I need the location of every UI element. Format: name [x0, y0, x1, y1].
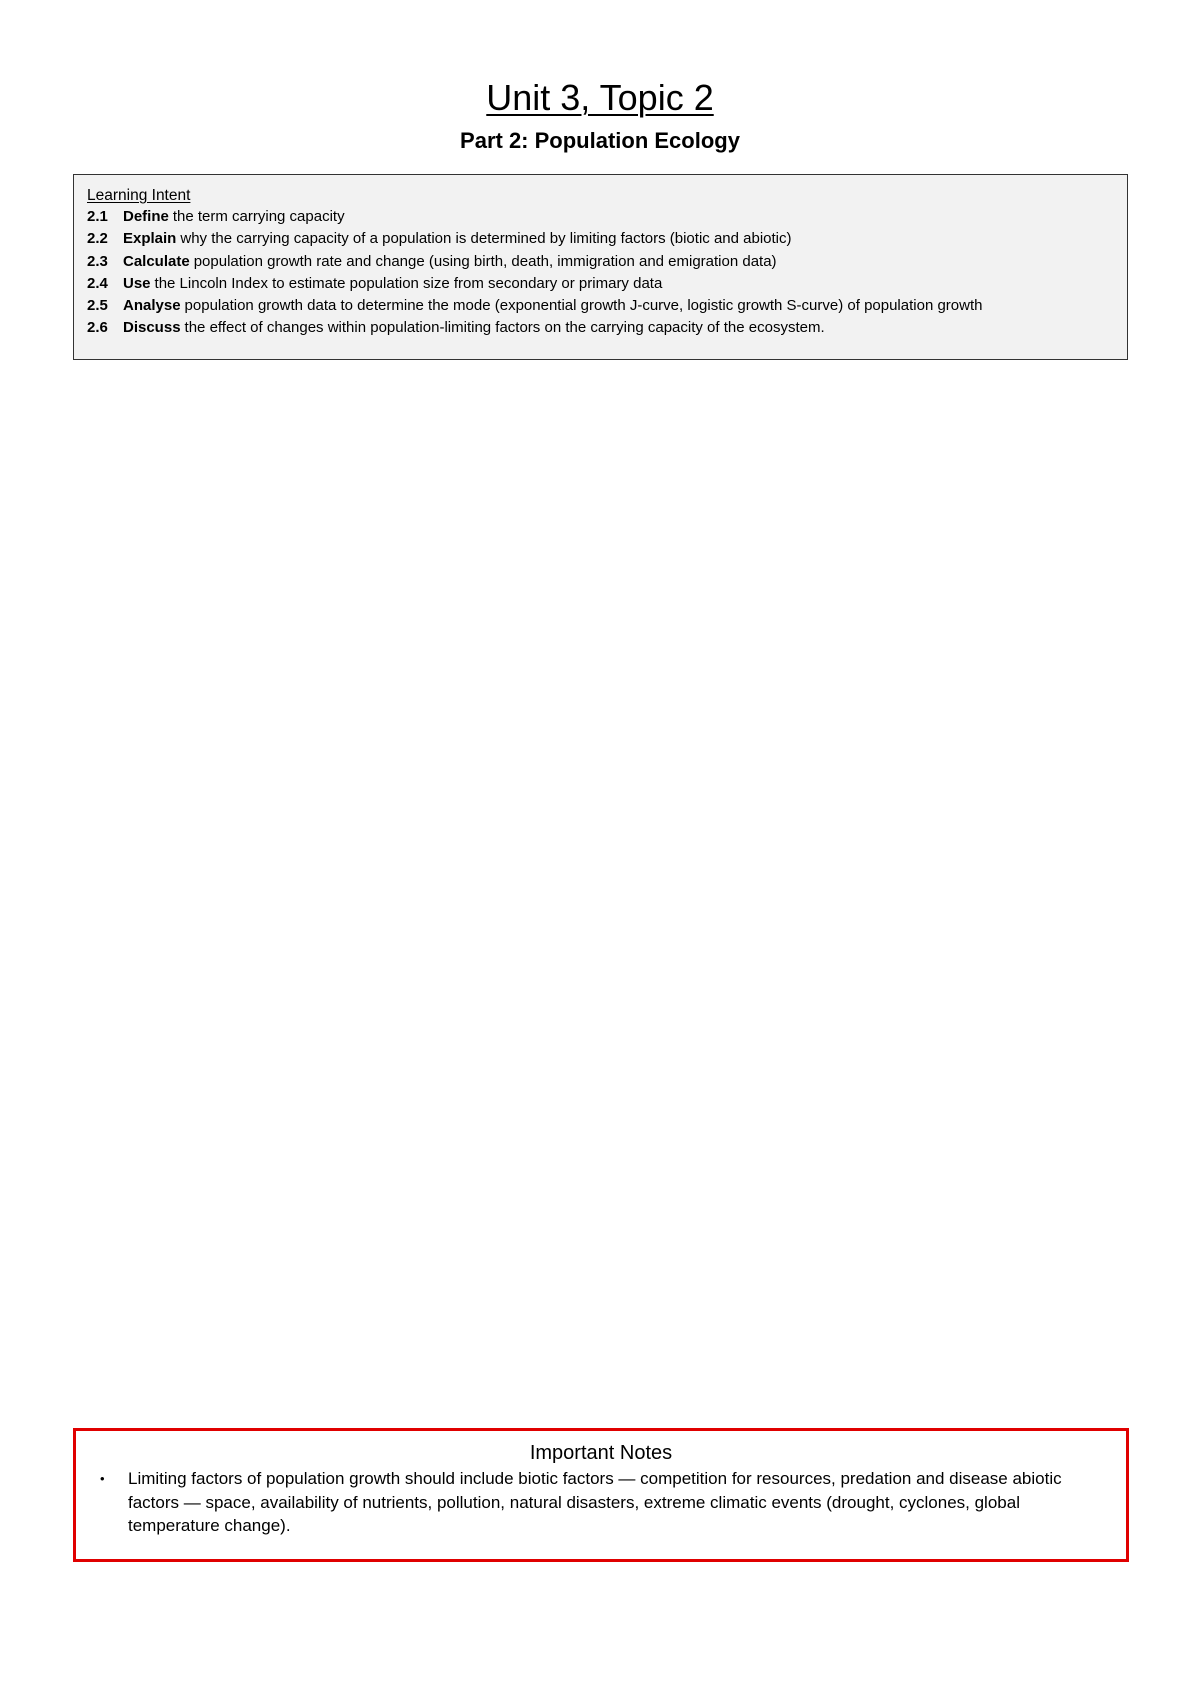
intent-verb: Discuss: [123, 319, 181, 337]
intent-verb: Explain: [123, 230, 177, 248]
intent-text: why the carrying capacity of a population is determined by limiting factors (biotic and abiotic): [180, 230, 792, 248]
important-notes-item: [90, 1467, 1112, 1538]
intent-number: 2.6: [87, 319, 108, 337]
important-notes-list: [90, 1467, 1112, 1538]
intent-verb: Analyse: [123, 297, 181, 315]
intent-text: the effect of changes within population-limiting factors on the carrying capacity of the ecosystem.: [184, 319, 825, 337]
important-notes-box: [73, 1428, 1129, 1562]
page-subtitle: Part 2: Population Ecology: [460, 128, 740, 153]
learning-intent-list: [87, 206, 1114, 340]
intent-text: population growth data to determine the mode (exponential growth J-curve, logistic growth S-curve) of population growth: [184, 297, 983, 315]
intent-number: 2.1: [87, 208, 108, 225]
learning-intent-item: [87, 273, 1114, 295]
intent-text: the term carrying capacity: [172, 208, 345, 225]
important-notes-text: Limiting factors of population growth should include biotic factors — competition for resources, predation and disease abiotic factors — space, availability of nutrients, pollution, natural disasters, extreme climatic events (drought, cyclones, global temperature change).: [128, 1469, 1062, 1535]
intent-verb: Use: [123, 274, 151, 292]
learning-intent-item: [87, 317, 1114, 339]
intent-verb: Calculate: [123, 252, 190, 270]
bullet-icon: •: [100, 1471, 105, 1486]
intent-text: population growth rate and change (using birth, death, immigration and emigration data): [193, 252, 777, 270]
intent-number: 2.2: [87, 230, 108, 248]
important-notes-title: Important Notes: [529, 1442, 673, 1464]
learning-intent-item: [87, 206, 1114, 228]
intent-number: 2.5: [87, 297, 108, 315]
intent-number: 2.4: [87, 274, 108, 292]
intent-text: the Lincoln Index to estimate population size from secondary or primary data: [154, 274, 663, 292]
page-title: Unit 3, Topic 2: [486, 77, 714, 118]
learning-intent-item: [87, 228, 1114, 250]
intent-number: 2.3: [87, 252, 108, 270]
intent-verb: Define: [123, 208, 169, 225]
learning-intent-item: [87, 295, 1114, 317]
learning-intent-box: [73, 174, 1128, 360]
learning-intent-item: [87, 251, 1114, 273]
learning-intent-heading: Learning Intent: [87, 187, 191, 204]
